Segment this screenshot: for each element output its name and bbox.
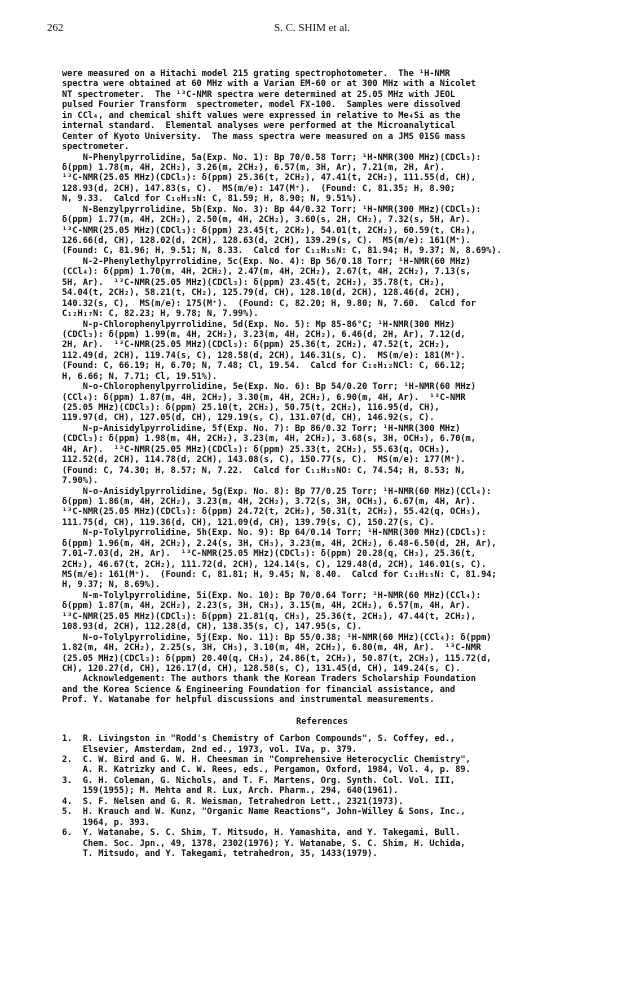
text-line: and the Korea Science & Engineering Foundation for financial assistance, and bbox=[62, 684, 456, 695]
text-line: δ(ppm) 1.77(m, 4H, 2CH₂), 2.50(m, 4H, 2CH₂), 3.60(s, 2H, CH₂), 7.32(s, 5H, Ar). bbox=[62, 215, 471, 226]
text-line: NT spectrometer. The ¹³C-NMR spectra were determined at 25.05 MHz with JEOL bbox=[62, 89, 456, 100]
text-line: (CCl₄): δ(ppm) 1.87(m, 4H, 2CH₂), 3.30(m, 4H, 2CH₂), 6.90(m, 4H, Ar). ¹³C-NMR bbox=[62, 392, 466, 403]
text-line: CH), 120.27(d, CH), 126.17(d, CH), 128.58(s, C), 131.45(d, CH), 149.24(s, C). bbox=[62, 663, 461, 674]
text-line: (Found: C, 74.30; H, 8.57; N, 7.22. Calcd for C₁₁H₁₅NO: C, 74.54; H, 8.53; N, bbox=[62, 465, 466, 476]
text-line: ¹³C-NMR(25.05 MHz)(CDCl₃): δ(ppm) 25.36(t, 2CH₂), 47.41(t, 2CH₂), 111.55(d, CH), bbox=[62, 173, 476, 184]
text-line: δ(ppm) 1.86(m, 4H, 2CH₂), 3.23(m, 4H, 2CH₂), 3.72(s, 3H, OCH₃), 6.67(m, 4H, Ar). bbox=[62, 496, 476, 507]
text-line: spectrometer. bbox=[62, 142, 130, 153]
text-line: (25.05 MHz)(CDCl₃): δ(ppm) 20.40(q, CH₃), 24.86(t, 2CH₂), 50.87(t, 2CH₂), 115.72(d, bbox=[62, 653, 492, 664]
text-line: N-p-Tolylpyrrolidine, 5h(Exp. No. 9): Bp 64/0.14 Torr; ¹H-NMR(300 MHz)(CDCl₃): bbox=[62, 528, 487, 539]
text-line: N-p-Anisidylpyrrolidine, 5f(Exp. No. 7): Bp 86/0.32 Torr; ¹H-NMR(300 MHz) bbox=[62, 423, 461, 434]
text-line: ¹³C-NMR(25.05 MHz)(CDCl₃): δ(ppm) 23.45(t, 2CH₂), 54.01(t, 2CH₂), 60.59(t, CH₂), bbox=[62, 225, 476, 236]
text-line: N-p-Chlorophenylpyrrolidine, 5d(Exp. No. 5): Mp 85-86°C; ¹H-NMR(300 MHz) bbox=[62, 319, 456, 330]
text-line: ¹³C-NMR(25.05 MHz)(CDCl₃): δ(ppm) 24.72(t, 2CH₂), 50.31(t, 2CH₂), 55.42(q, OCH₃), bbox=[62, 507, 482, 518]
reference-line: Chem. Soc. Jpn., 49, 1378, 2302(1976); Y. Watanabe, S. C. Shim, H. Uchida, bbox=[62, 838, 466, 849]
text-line: spectra were obtained at 60 MHz with a Varian EM-60 or at 300 MHz with a Nicolet bbox=[62, 79, 476, 90]
text-line: 140.32(s, C), MS(m/e): 175(M⁺). (Found: C, 82.20; H, 9.80; N, 7.60. Calcd for bbox=[62, 298, 476, 309]
reference-line: 1. R. Livingston in "Rodd's Chemistry of Carbon Compounds", S. Coffey, ed., bbox=[62, 734, 456, 745]
text-line: 128.93(d, 2CH), 147.83(s, C). MS(m/e): 147(M⁺). (Found: C, 81.35; H, 8.90; bbox=[62, 183, 456, 194]
reference-line: A. R. Katrizky and C. W. Rees, eds., Pergamon, Oxford, 1984, Vol. 4, p. 89. bbox=[62, 765, 471, 776]
reference-line: 2. C. W. Bird and G. W. H. Cheesman in "Comprehensive Heterocyclic Chemistry", bbox=[62, 755, 471, 765]
text-line: Prof. Y. Watanabe for helpful discussions and instrumental measurements. bbox=[62, 695, 435, 706]
text-line: N-2-Phenylethylpyrrolidine, 5c(Exp. No. 4): Bp 56/0.18 Torr; ¹H-NMR(60 MHz) bbox=[62, 256, 471, 267]
text-line: 112.49(d, 2CH), 119.74(s, C), 128.58(d, 2CH), 146.31(s, C). MS(m/e): 181(M⁺). bbox=[62, 350, 466, 361]
reference-line: T. Mitsudo, and Y. Takegami, tetrahedron, 35, 1433(1979). bbox=[62, 848, 378, 859]
text-line: N-m-Tolylpyrrolidine, 5i(Exp. No. 10): Bp 70/0.64 Torr; ¹H-NMR(60 MHz)(CCl₄): bbox=[62, 590, 482, 601]
text-line: internal standard. Elemental analyses were performed at the Microanalytical bbox=[62, 121, 456, 132]
article-body bbox=[62, 69, 582, 859]
text-line: 2H, Ar). ¹³C-NMR(25.05 MHz)(CDCl₃): δ(ppm) 25.36(t, 2CH₂), 47.52(t, 2CH₂), bbox=[62, 340, 451, 351]
text-line: Acknowledgement: The authors thank the Korean Traders Scholarship Foundation bbox=[62, 674, 476, 685]
reference-line: Elsevier, Amsterdam, 2nd ed., 1973, vol. IVa, p. 379. bbox=[62, 744, 357, 755]
running-head: S. C. SHIM et al. bbox=[273, 22, 351, 34]
text-line: 119.97(d, CH), 127.05(d, CH), 129.19(s, C), 131.07(d, CH), 146.92(s, C). bbox=[62, 413, 435, 424]
text-line: (CDCl₃): δ(ppm) 1.98(m, 4H, 2CH₂), 3.23(m, 4H, 2CH₂), 3.68(s, 3H, OCH₃), 6.70(m, bbox=[62, 434, 476, 445]
text-line: N-Benzylpyrrolidine, 5b(Exp. No. 3): Bp 44/0.32 Torr; ¹H-NMR(300 MHz)(CDCl₃): bbox=[62, 204, 482, 215]
text-line: N-Phenylpyrrolidine, 5a(Exp. No. 1): Bp 70/0.58 Torr; ¹H-NMR(300 MHz)(CDCl₃): bbox=[62, 152, 482, 163]
reference-line: 3. G. H. Coleman, G. Nichols, and T. F. Martens, Org. Synth. Col. Vol. III, bbox=[62, 775, 456, 786]
text-line: ¹³C-NMR(25.05 MHz)(CDCl₃): δ(ppm) 21.81(q, CH₃), 25.36(t, 2CH₂), 47.44(t, 2CH₂), bbox=[62, 611, 476, 622]
reference-line: 1964, p. 393. bbox=[62, 817, 150, 828]
text-line: in CCl₄, and chemical shift values were expressed in relative to Me₄Si as the bbox=[62, 110, 461, 121]
text-line: N, 9.33. Calcd for C₁₀H₁₃N: C, 81.59; H, 8.90; N, 9.51%). bbox=[62, 194, 363, 205]
text-line: δ(ppm) 1.78(m, 4H, 2CH₂), 3.26(m, 2CH₂), 6.57(m, 3H, Ar), 7.21(m, 2H, Ar). bbox=[62, 162, 445, 173]
text-line: 1.82(m, 4H, 2CH₂), 2.25(s, 3H, CH₃), 3.10(m, 4H, 2CH₂), 6.80(m, 4H, Ar). ¹³C-NMR bbox=[62, 643, 482, 654]
text-line: Center of Kyoto University. The mass spectra were measured on a JMS 01SG mass bbox=[62, 131, 466, 142]
text-line: 7.01-7.03(d, 2H, Ar). ¹³C-NMR(25.05 MHz)(CDCl₃): δ(ppm) 20.28(q, CH₃), 25.36(t, bbox=[62, 549, 476, 560]
text-line: 2CH₂), 46.67(t, 2CH₂), 111.72(d, 2CH), 124.14(s, C), 129.48(d, 2CH), 146.01(s, C). bbox=[62, 559, 487, 570]
experimental-section bbox=[62, 69, 582, 706]
text-line: 112.52(d, 2CH), 114.78(d, 2CH), 143.08(s, C), 150.77(s, C). MS(m/e): 177(M⁺). bbox=[62, 455, 466, 466]
reference-list bbox=[62, 734, 582, 859]
text-line: 54.04(t, 2CH₂), 58.21(t, CH₂), 125.79(d, CH), 128.10(d, 2CH), 128.46(d, 2CH), bbox=[62, 288, 461, 299]
text-line: N-o-Tolylpyrrolidine, 5j(Exp. No. 11): Bp 55/0.38; ¹H-NMR(60 MHz)(CCl₄): δ(ppm) bbox=[62, 632, 492, 643]
text-line: N-o-Anisidylpyrrolidine, 5g(Exp. No. 8): Bp 77/0.25 Torr; ¹H-NMR(60 MHz)(CCl₄): bbox=[62, 486, 492, 497]
text-line: H, 9.37; N, 8.69%). bbox=[62, 580, 161, 591]
text-line: 7.90%). bbox=[62, 476, 99, 487]
text-line: H, 6.66; N, 7.71; Cl, 19.51%). bbox=[62, 371, 218, 382]
references-heading: References bbox=[296, 716, 348, 727]
text-line: 108.93(d, 2CH), 112.28(d, CH), 138.35(s, C), 147.95(s, C). bbox=[62, 622, 363, 633]
text-line: C₁₂H₁₇N: C, 82.23; H, 9.78; N, 7.99%). bbox=[62, 309, 259, 320]
text-line: (CDCl₃): δ(ppm) 1.99(m, 4H, 2CH₂), 3.23(m, 4H, 2CH₂), 6.46(d, 2H, Ar), 7.12(d, bbox=[62, 329, 466, 340]
text-line: N-o-Chlorophenylpyrrolidine, 5e(Exp. No. 6): Bp 54/0.20 Torr; ¹H-NMR(60 MHz) bbox=[62, 382, 476, 393]
text-line: 111.75(d, CH), 119.36(d, CH), 121.09(d, CH), 139.79(s, C), 150.27(s, C). bbox=[62, 517, 435, 528]
reference-line: 5. H. Krauch and W. Kunz, "Organic Name Reactions", John-Willey & Sons, Inc., bbox=[62, 807, 466, 818]
text-line: (CCl₄): δ(ppm) 1.70(m, 4H, 2CH₂), 2.47(m, 4H, 2CH₂), 2.67(t, 4H, 2CH₂), 7.13(s, bbox=[62, 267, 471, 278]
text-line: δ(ppm) 1.96(m, 4H, 2CH₂), 2.24(s, 3H, CH₃), 3.23(m, 4H, 2CH₂), 6.48-6.50(d, 2H, Ar), bbox=[62, 538, 497, 549]
page-header bbox=[47, 22, 577, 38]
page-number: 262 bbox=[47, 22, 64, 34]
text-line: pulsed Fourier Transform spectrometer, model FX-100. Samples were dissolved bbox=[62, 100, 461, 111]
text-line: MS(m/e): 161(M⁺). (Found: C, 81.81; H, 9.45; N, 8.40. Calcd for C₁₁H₁₅N: C, 81.94; bbox=[62, 570, 497, 580]
reference-line: 159(1955); M. Mehta and R. Lux, Arch. Pharm., 294, 640(1961). bbox=[62, 786, 399, 797]
text-line: (25.05 MHz)(CDCl₃): δ(ppm) 25.10(t, 2CH₂), 50.75(t, 2CH₂), 116.95(d, CH), bbox=[62, 403, 440, 413]
text-line: (Found: C, 81.96; H, 9.51; N, 8.33. Calcd for C₁₁H₁₅N: C, 81.94; H, 9.37; N, 8.69%). bbox=[62, 246, 502, 257]
reference-line: 6. Y. Watanabe, S. C. Shim, T. Mitsudo, H. Yamashita, and Y. Takegami, Bull. bbox=[62, 828, 461, 839]
text-line: (Found: C, 66.19; H, 6.70; N, 7.48; Cl, 19.54. Calcd for C₁₀H₁₂NCl: C, 66.12; bbox=[62, 361, 466, 372]
text-line: δ(ppm) 1.87(m, 4H, 2CH₂), 2.23(s, 3H, CH₃), 3.15(m, 4H, 2CH₂), 6.57(m, 4H, Ar). bbox=[62, 601, 471, 612]
text-line: 4H, Ar). ¹³C-NMR(25.05 MHz)(CDCl₃): δ(ppm) 25.33(t, 2CH₂), 55.63(q, OCH₃), bbox=[62, 444, 451, 455]
text-line: 126.66(d, CH), 128.02(d, 2CH), 128.63(d, 2CH), 139.29(s, C). MS(m/e): 161(M⁺). bbox=[62, 236, 471, 246]
reference-line: 4. S. F. Nelsen and G. R. Weisman, Tetrahedron Lett., 2321(1973). bbox=[62, 796, 404, 807]
text-line: were measured on a Hitachi model 215 grating spectrophotometer. The ¹H-NMR bbox=[62, 69, 451, 79]
text-line: 5H, Ar). ¹³C-NMR(25.05 MHz)(CDCl₃): δ(ppm) 23.45(t, 2CH₂), 35.78(t, CH₂), bbox=[62, 277, 445, 288]
